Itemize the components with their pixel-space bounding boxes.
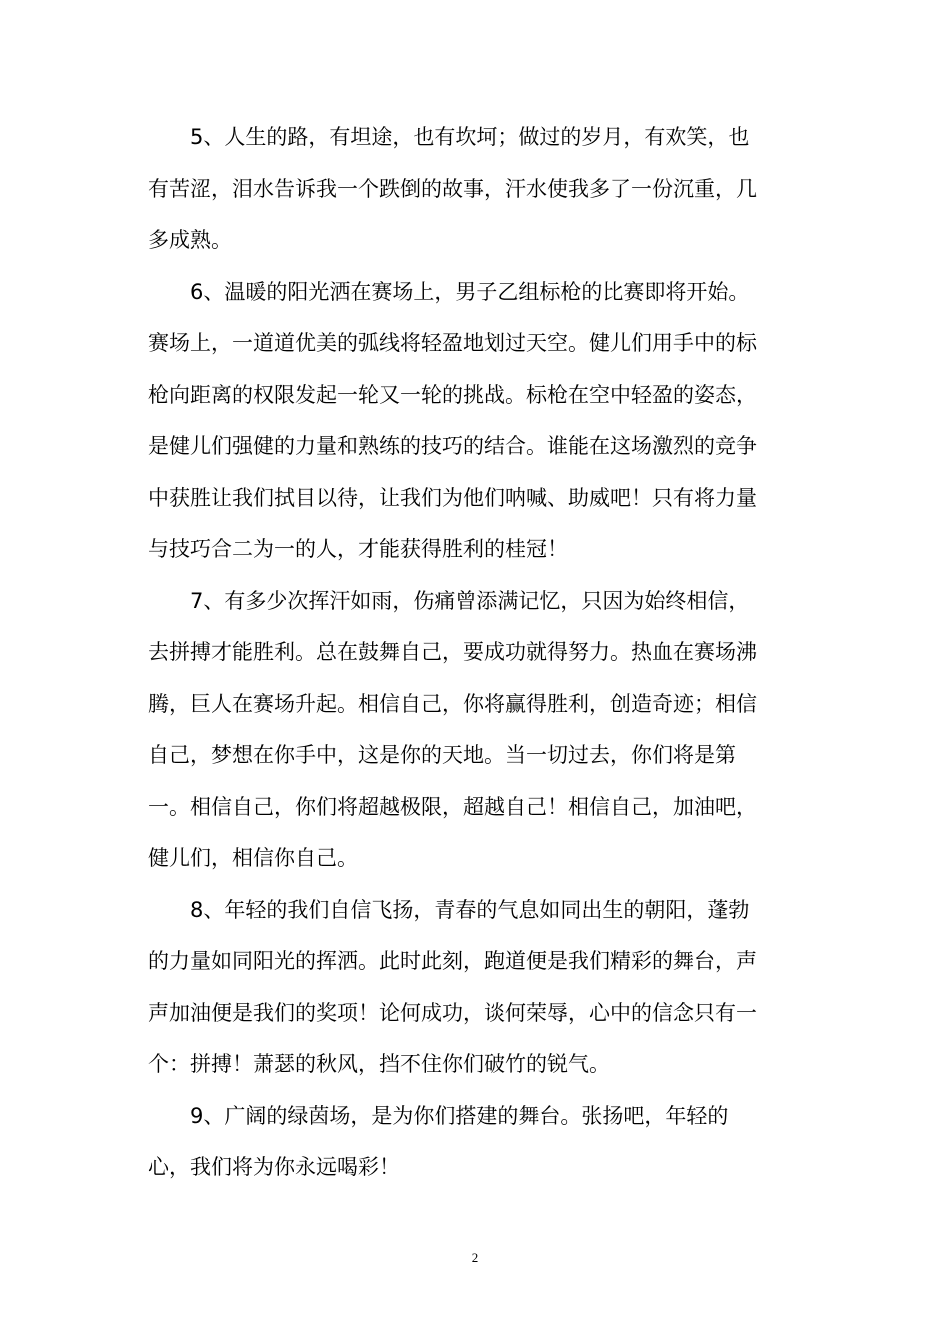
paragraph-line: 个：拼搏！萧瑟的秋风，挡不住你们破竹的锐气。 [148, 1052, 610, 1076]
paragraph-line: 是健儿们强健的力量和熟练的技巧的结合。谁能在这场激烈的竞争 [148, 434, 757, 458]
paragraph-line: 的力量如同阳光的挥洒。此时此刻，跑道便是我们精彩的舞台，声 [148, 949, 757, 973]
paragraph-line: 6、温暖的阳光洒在赛场上，男子乙组标枪的比赛即将开始。 [190, 279, 750, 304]
paragraph-line: 一。相信自己，你们将超越极限，超越自己！相信自己，加油吧， [148, 794, 757, 819]
document-body [148, 112, 796, 1194]
paragraph-line: 多成熟。 [148, 228, 232, 252]
paragraph-line: 7、有多少次挥汗如雨，伤痛曾添满记忆，只因为始终相信， [190, 588, 750, 613]
paragraph-line: 9、广阔的绿茵场，是为你们搭建的舞台。张扬吧，年轻的 [190, 1103, 729, 1128]
paragraph-7 [148, 576, 796, 885]
paragraph-line: 8、年轻的我们自信飞扬，青春的气息如同出生的朝阳，蓬勃 [190, 897, 750, 922]
paragraph-line: 心，我们将为你永远喝彩！ [148, 1155, 400, 1179]
paragraph-line: 腾，巨人在赛场升起。相信自己，你将赢得胜利，创造奇迹；相信 [148, 691, 757, 716]
paragraph-5 [148, 112, 796, 267]
paragraph-line: 与技巧合二为一的人，才能获得胜利的桂冠！ [148, 537, 568, 561]
paragraph-9 [148, 1091, 796, 1194]
paragraph-line: 枪向距离的权限发起一轮又一轮的挑战。标枪在空中轻盈的姿态， [148, 382, 757, 407]
paragraph-line: 健儿们，相信你自己。 [148, 846, 358, 870]
page-number: 2 [471, 1250, 479, 1265]
paragraph-line: 自己，梦想在你手中，这是你的天地。当一切过去，你们将是第 [148, 743, 736, 767]
paragraph-line: 中获胜让我们拭目以待，让我们为他们呐喊、助威吧！只有将力量 [148, 485, 757, 510]
paragraph-line: 有苦涩，泪水告诉我一个跌倒的故事，汗水使我多了一份沉重，几 [148, 176, 757, 201]
paragraph-line: 5、人生的路，有坦途，也有坎坷；做过的岁月，有欢笑，也 [190, 125, 750, 149]
paragraph-line: 赛场上，一道道优美的弧线将轻盈地划过天空。健儿们用手中的标 [148, 331, 757, 355]
paragraph-8 [148, 885, 796, 1091]
paragraph-line: 去拼搏才能胜利。总在鼓舞自己，要成功就得努力。热血在赛场沸 [148, 640, 757, 664]
paragraph-6 [148, 267, 796, 576]
paragraph-line: 声加油便是我们的奖项！论何成功，谈何荣辱，心中的信念只有一 [148, 1000, 757, 1025]
